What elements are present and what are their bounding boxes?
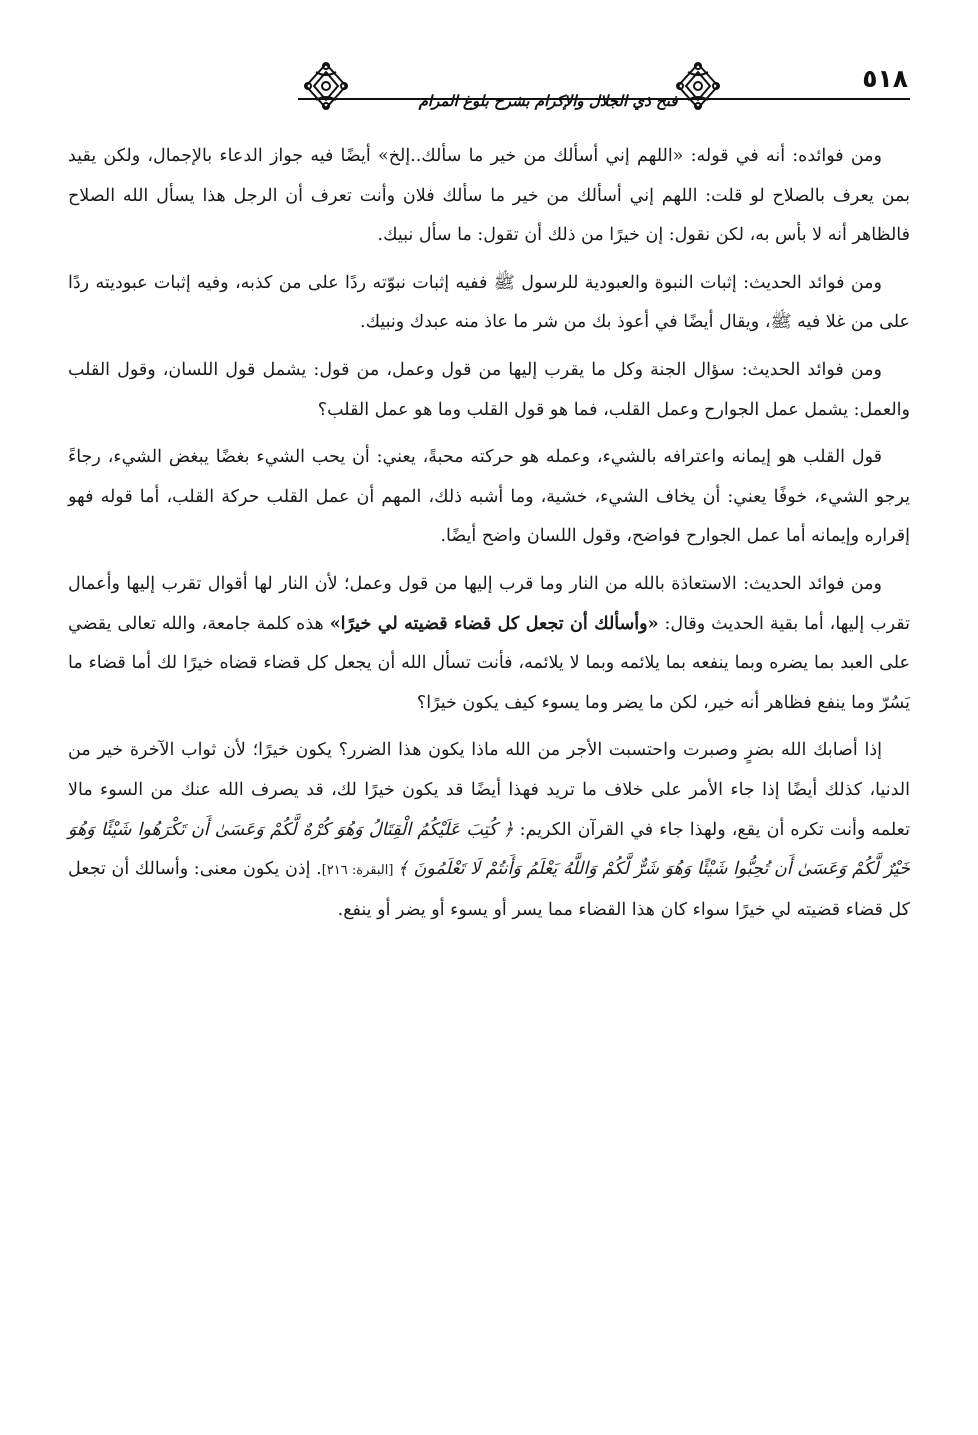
running-title: فتح ذي الجلال والإكرام بشرح بلوغ المرام [418,92,678,110]
paragraph-3: ومن فوائد الحديث: سؤال الجنة وكل ما يقرب إليها من قول وعمل، من قول: يشمل قول اللسان، وقول القلب والعمل: يشمل عمل الجوارح وعمل القلب، فما هو قول القلب وما هو عمل القلب؟ [68,359,910,420]
verse-reference: [البقرة: ٢١٦] [321,863,398,879]
paragraph-6-text: إذا أصابك الله بضرٍ وصبرت واحتسبت الأجر من الله ماذا يكون هذا الضرر؟ يكون خيرًا؛ لأن ثواب الآخرة خير من الدنيا، كذلك أيضًا إذا جاء الأمر على خلاف ما تريد فهذا أيضًا قد يكون خيرًا لك، قد يصرف الله عنك من السوء مالا تعلمه وأنت تكره أن يقع، ولهذا جاء في القرآن الكريم: [68,740,910,840]
paragraph-6-continuation: . إذن يكون معنى: وأسالك أن تجعل كل قضاء قضيته لي خيرًا سواء كان هذا القضاء مما يسر أو يسوء أو يضر أو ينفع. [68,859,910,920]
page-number: ٥١٨ [862,64,908,93]
paragraph-1: ومن فوائده: أنه في قوله: «اللهم إني أسألك من خير ما سألك..إلخ» أيضًا فيه جواز الدعاء بالإجمال، ولكن يقيد بمن يعرف بالصلاح لو قلت: اللهم إني أسألك من خير ما سألك فلان وأنت تعرف أن الرجل هذا يسأل الله الصلاح فالظاهر أنه لا بأس به، لكن نقول: إن خيرًا من ذلك أن تقول: ما سأل نبيك. [68,146,910,246]
paragraph-5 [68,565,910,723]
paragraph-5-continuation: هذه كلمة جامعة، والله تعالى يقضي على العبد بما يضره وبما ينفعه بما يلائمه وبما لا يلائمه، فأنت تسأل الله أن يجعل كل قضاء قضاه خيرًا لك أما قضاء ما يَسُرّ وما ينفع فظاهر أنه خير، لكن ما يضر وما يسوء كيف يكون خيرًا؟ [68,613,910,713]
hadith-quote: «وأسألك أن تجعل كل قضاء قضيته لي خيرًا» [329,613,659,634]
page-header [118,60,910,120]
quran-verse: ﴿ كُتِبَ عَلَيْكُمُ الْقِتَالُ وَهُوَ كُرْهٌ لَّكُمْ وَعَسَىٰ أَن تَكْرَهُوا شَيْئًا وَهُوَ خَيْرٌ لَّكُمْ وَعَسَىٰ أَن تُحِبُّوا شَيْئًا وَهُوَ شَرٌّ لَّكُمْ وَاللَّهُ يَعْلَمُ وَأَنتُمْ لَا تَعْلَمُونَ ﴾ [68,819,910,880]
paragraph-2: ومن فوائد الحديث: إثبات النبوة والعبودية للرسول ﷺ ففيه إثبات نبوّته ردًا على من كذبه، وفيه إثبات عبوديته ردًا على من غلا فيه ﷺ، ويقال أيضًا في أعوذ بك من شر ما عاذ منه عبدك ونبيك. [68,272,910,333]
ornament-left-icon [302,60,350,112]
body-text [68,137,910,938]
paragraph-5-text: ومن فوائد الحديث: الاستعاذة بالله من النار وما قرب إليها من قول وعمل؛ لأن النار لها أقوال تقرب إليها وأعمال تقرب إليها، أما بقية الحديث وقال: [68,573,910,634]
paragraph-4: قول القلب هو إيمانه واعترافه بالشيء، وعمله هو حركته محبةً، يعني: أن يحب الشيء بغضًا يبغض الشيء، رجاءً يرجو الشيء، خوفًا يعني: أن يخاف الشيء، خشية، وما أشبه ذلك، المهم أن عمل القلب حركة القلب، أما قوله فهو إقراره وإيمانه أما عمل الجوارح فواضح، وقول اللسان واضح أيضًا. [68,447,910,547]
paragraph-6 [68,731,910,930]
